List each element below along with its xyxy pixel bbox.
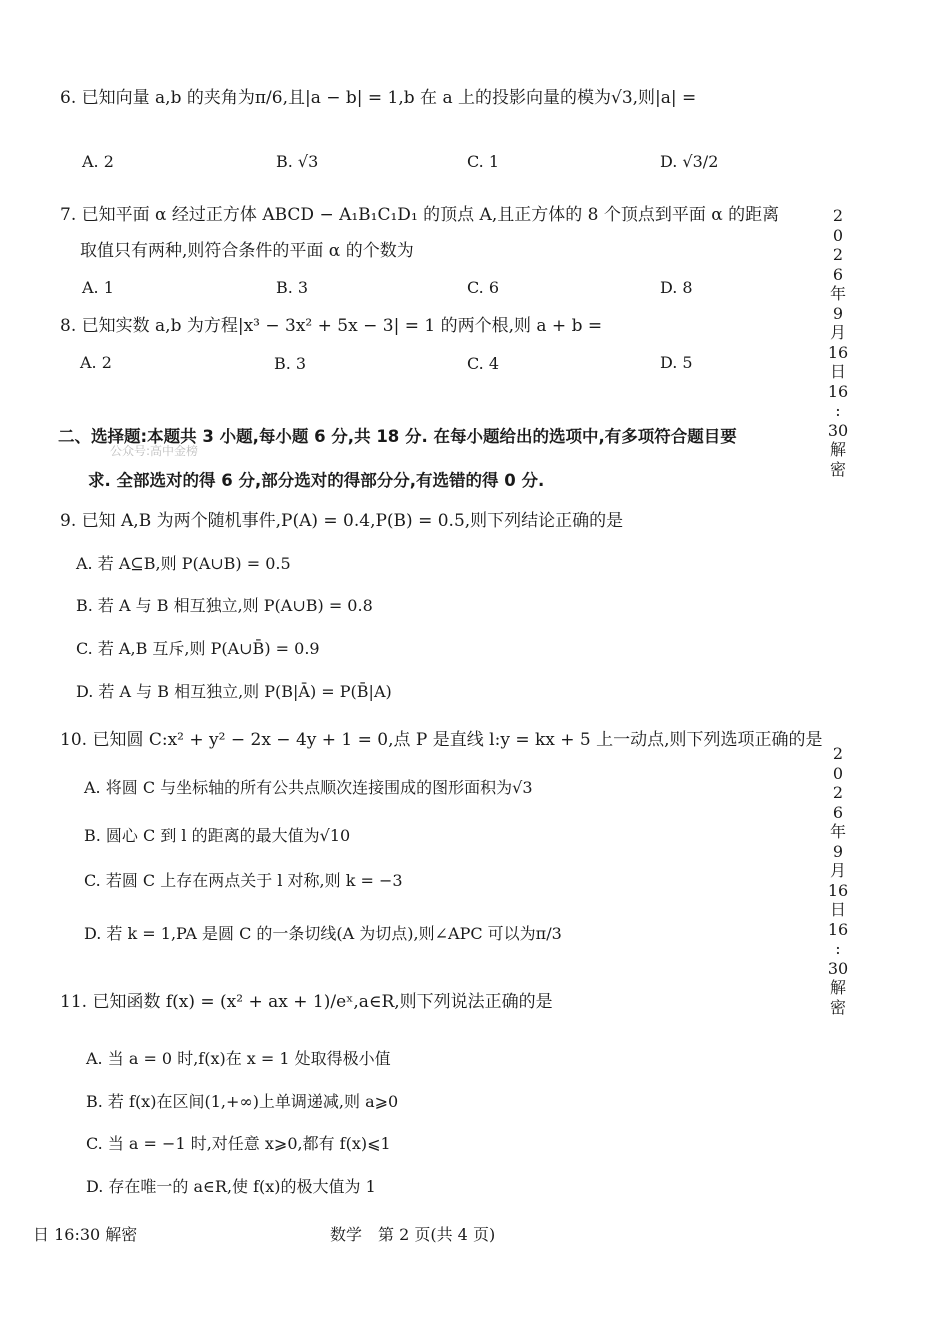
question-11-option-d: D. 存在唯一的 a∈R,使 f(x)的极大值为 1 xyxy=(86,1177,376,1196)
question-7-option-b: B. 3 xyxy=(276,278,309,297)
section-2-instructions-line-2: 求. 全部选对的得 6 分,部分选对的得部分分,有选错的得 0 分. xyxy=(88,471,545,490)
question-6-option-c: C. 1 xyxy=(467,152,500,171)
question-11-option-a: A. 当 a = 0 时,f(x)在 x = 1 处取得极小值 xyxy=(86,1049,391,1068)
stamp-char: 年 xyxy=(829,284,846,303)
question-8-option-d: D. 5 xyxy=(660,353,693,372)
question-6-option-b: B. √3 xyxy=(276,152,319,171)
stamp-char: 30 xyxy=(827,958,849,978)
stamp-char: 16 xyxy=(827,381,849,401)
section-2-instructions-line-1: 二、选择题:本题共 3 小题,每小题 6 分,共 18 分. 在每小题给出的选项中,有多项符合题目要 xyxy=(58,427,737,446)
question-10-option-a: A. 将圆 C 与坐标轴的所有公共点顺次连接围成的图形面积为√3 xyxy=(84,778,533,797)
stamp-char: 30 xyxy=(827,420,849,440)
stamp-char: 2 xyxy=(832,206,844,225)
stamp-char: 0 xyxy=(832,763,844,783)
stamp-char: : xyxy=(835,401,841,420)
stamp-char: 16 xyxy=(827,880,849,900)
stamp-char: 月 xyxy=(829,323,846,342)
question-6-option-d: D. √3/2 xyxy=(660,152,719,171)
question-7-option-c: C. 6 xyxy=(467,278,500,297)
stamp-char: 16 xyxy=(827,919,849,939)
stamp-char: 16 xyxy=(827,342,849,362)
side-stamp-lower xyxy=(826,744,850,1017)
stamp-char: 密 xyxy=(829,459,846,479)
stamp-char: 密 xyxy=(829,997,846,1017)
question-7-stem-line-2: 取值只有两种,则符合条件的平面 α 的个数为 xyxy=(80,241,414,261)
footer-page-info: 数学 第 2 页(共 4 页) xyxy=(330,1225,496,1244)
stamp-char: 月 xyxy=(829,861,846,880)
question-10-option-c: C. 若圆 C 上存在两点关于 l 对称,则 k = −3 xyxy=(84,871,403,890)
question-10-option-d: D. 若 k = 1,PA 是圆 C 的一条切线(A 为切点),则∠APC 可以为π/3 xyxy=(84,924,562,943)
question-6-option-a: A. 2 xyxy=(82,152,114,171)
question-8-option-a: A. 2 xyxy=(80,353,112,372)
stamp-char: 9 xyxy=(832,303,844,323)
stamp-char: 年 xyxy=(829,822,846,841)
stamp-char: 2 xyxy=(832,245,844,264)
stamp-char: 日 xyxy=(829,900,846,919)
stamp-char: 解 xyxy=(829,440,846,459)
watermark: 公众号:高中金榜 xyxy=(110,444,199,458)
stamp-char: 6 xyxy=(832,264,844,284)
question-7-option-a: A. 1 xyxy=(82,278,114,297)
stamp-char: 2 xyxy=(832,783,844,802)
question-10-option-b: B. 圆心 C 到 l 的距离的最大值为√10 xyxy=(84,826,351,845)
question-11-option-b: B. 若 f(x)在区间(1,+∞)上单调递减,则 a⩾0 xyxy=(86,1092,399,1111)
question-8-option-c: C. 4 xyxy=(467,354,500,373)
stamp-char: 9 xyxy=(832,841,844,861)
question-9-stem: 9. 已知 A,B 为两个随机事件,P(A) = 0.4,P(B) = 0.5,则下列结论正确的是 xyxy=(60,511,624,531)
question-7-stem-line-1: 7. 已知平面 α 经过正方体 ABCD − A₁B₁C₁D₁ 的顶点 A,且正方体的 8 个顶点到平面 α 的距离 xyxy=(60,205,780,225)
stamp-char: 0 xyxy=(832,225,844,245)
question-9-option-a: A. 若 A⊆B,则 P(A∪B) = 0.5 xyxy=(76,554,291,573)
stamp-char: 6 xyxy=(832,802,844,822)
question-9-option-c: C. 若 A,B 互斥,则 P(A∪B̄) = 0.9 xyxy=(76,639,320,658)
question-8-option-b: B. 3 xyxy=(274,354,307,373)
question-9-option-b: B. 若 A 与 B 相互独立,则 P(A∪B) = 0.8 xyxy=(76,596,373,615)
question-9-option-d: D. 若 A 与 B 相互独立,则 P(B|Ā) = P(B̄|A) xyxy=(76,682,392,701)
side-stamp-upper xyxy=(826,206,850,479)
stamp-char: : xyxy=(835,939,841,958)
footer-unlock-time: 日 16:30 解密 xyxy=(33,1225,138,1244)
question-11-stem: 11. 已知函数 f(x) = (x² + ax + 1)/eˣ,a∈R,则下列说法正确的是 xyxy=(60,992,553,1012)
question-6-stem: 6. 已知向量 a,b 的夹角为π/6,且|a − b| = 1,b 在 a 上的投影向量的模为√3,则|a| = xyxy=(60,88,697,108)
stamp-char: 日 xyxy=(829,362,846,381)
question-11-option-c: C. 当 a = −1 时,对任意 x⩾0,都有 f(x)⩽1 xyxy=(86,1134,391,1153)
question-7-option-d: D. 8 xyxy=(660,278,693,297)
stamp-char: 解 xyxy=(829,978,846,997)
question-8-stem: 8. 已知实数 a,b 为方程|x³ − 3x² + 5x − 3| = 1 的两个根,则 a + b = xyxy=(60,316,603,336)
stamp-char: 2 xyxy=(832,744,844,763)
question-10-stem: 10. 已知圆 C:x² + y² − 2x − 4y + 1 = 0,点 P 是直线 l:y = kx + 5 上一动点,则下列选项正确的是 xyxy=(60,730,823,750)
